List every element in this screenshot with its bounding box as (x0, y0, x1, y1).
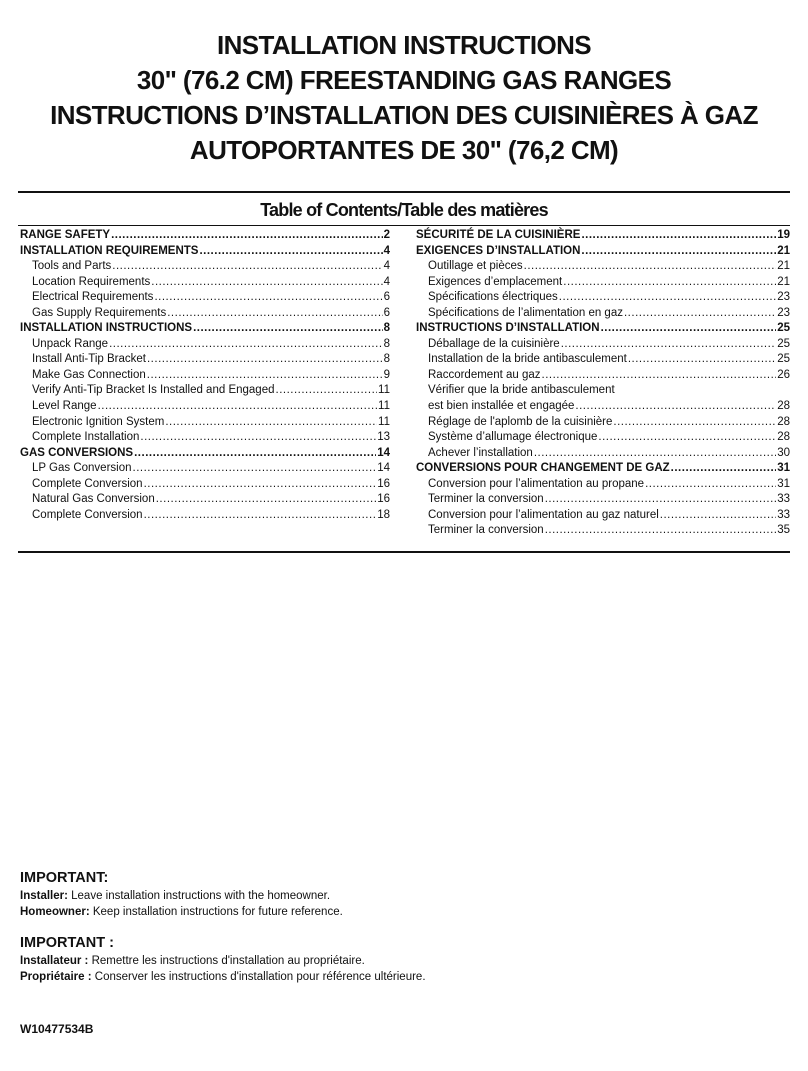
toc-entry-page: 14 (377, 446, 390, 459)
toc-dot-leader (645, 477, 776, 493)
homeowner-note-en (20, 904, 343, 920)
toc-entry-label: Verify Anti-Tip Bracket Is Installed and Engaged (32, 384, 275, 397)
toc-entry (20, 461, 390, 477)
toc-dot-leader (140, 430, 376, 446)
toc-entry (416, 368, 790, 384)
toc-entry-page: 11 (378, 415, 390, 428)
toc-entry-page: 25 (777, 337, 790, 350)
toc-entry-page: 8 (383, 353, 390, 366)
toc-dot-leader (111, 228, 383, 244)
toc-entry-page: 11 (378, 384, 390, 397)
toc-dot-leader (112, 259, 382, 275)
toc-entry-label: Gas Supply Requirements (32, 306, 167, 319)
toc-dot-leader (581, 228, 776, 244)
installer-label-fr: Installateur : (20, 955, 89, 967)
toc-entry (416, 321, 790, 337)
toc-dot-leader (563, 275, 776, 291)
toc-entry-label: Système d’allumage électronique (428, 431, 598, 444)
toc-dot-leader (134, 446, 376, 462)
toc-dot-leader (133, 461, 377, 477)
toc-dot-leader (542, 368, 777, 384)
toc-entry-page: 8 (383, 322, 390, 335)
toc-dot-leader (545, 492, 777, 508)
toc-dot-leader (598, 430, 776, 446)
toc-dot-leader (144, 477, 377, 493)
toc-dot-leader (154, 290, 382, 306)
toc-dot-leader (165, 415, 377, 431)
title-line-4: AUTOPORTANTES DE 30" (76,2 CM) (189, 135, 619, 165)
toc-dot-leader (628, 352, 776, 368)
toc-entry (416, 446, 790, 462)
toc-heading: Table of Contents/Table des matières (260, 200, 548, 220)
toc-entry-label: Complete Installation (32, 431, 140, 444)
toc-entry-label: CONVERSIONS POUR CHANGEMENT DE GAZ (416, 462, 670, 475)
toc-entry (20, 228, 390, 244)
toc-dot-leader (98, 399, 377, 415)
toc-entry-label: Level Range (32, 400, 97, 413)
toc-bottom-rule (18, 551, 790, 553)
toc-entry-page: 18 (377, 508, 390, 521)
toc-entry-label: Conversion pour l’alimentation au gaz naturel (428, 508, 659, 521)
toc-entry (20, 508, 390, 524)
toc-dot-leader (167, 306, 382, 322)
toc-entry-page: 4 (383, 260, 390, 273)
toc-entry (416, 477, 790, 493)
toc-dot-leader (534, 446, 776, 462)
toc-entry-page: 8 (383, 337, 390, 350)
toc-entry (416, 337, 790, 353)
toc-entry (20, 446, 390, 462)
toc-dot-leader (601, 321, 777, 337)
toc-dot-leader (559, 290, 776, 306)
toc-entry (20, 275, 390, 291)
toc-entry-label: LP Gas Conversion (32, 462, 132, 475)
toc-dot-leader (624, 306, 776, 322)
installer-text-en: Leave installation instructions with the homeowner. (67, 890, 331, 902)
toc-entry-label: Spécifications de l’alimentation en gaz (428, 306, 623, 319)
toc-entry-label: SÉCURITÉ DE LA CUISINIÈRE (416, 229, 581, 241)
toc-entry (416, 306, 790, 322)
toc-entry-label: Terminer la conversion (428, 493, 544, 506)
toc-entry-page: 9 (383, 368, 390, 381)
toc-entry-label: Conversion pour l’alimentation au propane (428, 477, 645, 490)
toc-entry (20, 306, 390, 322)
toc-entry-page: 35 (777, 524, 790, 537)
toc-dot-leader (193, 321, 383, 337)
toc-entry-label: Natural Gas Conversion (32, 493, 155, 506)
toc-entry (416, 399, 790, 415)
toc-dot-leader (545, 523, 777, 539)
toc-dot-leader (147, 368, 383, 384)
toc-entry (416, 275, 790, 291)
toc-entry-label: Unpack Range (32, 337, 109, 350)
toc-entry (20, 321, 390, 337)
toc-entry-page: 16 (377, 493, 390, 506)
toc-entry-label: Complete Conversion (32, 477, 143, 490)
installer-note-fr (20, 953, 426, 969)
homeowner-label-fr: Propriétaire : (20, 971, 92, 983)
toc-entry (20, 290, 390, 306)
toc-entry-page: 4 (383, 275, 390, 288)
toc-entry (20, 259, 390, 275)
installer-text-fr: Remettre les instructions d'installation au propriétaire. (88, 955, 365, 967)
toc-entry-label: Vérifier que la bride antibasculement (428, 384, 615, 397)
part-number: W10477534B (20, 1022, 94, 1036)
toc-entry-page: 23 (777, 291, 790, 304)
toc-entry-page: 13 (377, 431, 390, 444)
toc-entry-page: 25 (777, 353, 790, 366)
toc-left-column (20, 228, 390, 523)
toc-entry-label: Complete Conversion (32, 508, 143, 521)
toc-entry (416, 383, 790, 399)
toc-entry-page: 21 (777, 244, 790, 257)
document-title (0, 28, 808, 168)
important-french (20, 933, 426, 985)
toc-entry (416, 430, 790, 446)
toc-entry-label: Tools and Parts (32, 260, 112, 273)
toc-entry-page: 30 (777, 446, 790, 459)
toc-entry-page: 4 (383, 244, 390, 257)
toc-entry-label: Terminer la conversion (428, 524, 544, 537)
toc-entry-label: Electronic Ignition System (32, 415, 165, 428)
installer-note-en (20, 888, 343, 904)
toc-entry-label: Raccordement au gaz (428, 368, 541, 381)
toc-entry-page: 23 (777, 306, 790, 319)
toc-dot-leader (575, 399, 776, 415)
toc-entry-page: 26 (777, 368, 790, 381)
toc-entry-page: 6 (383, 306, 390, 319)
toc-entry-label: EXIGENCES D’INSTALLATION (416, 244, 581, 257)
toc-entry-label: est bien installée et engagée (428, 400, 575, 413)
toc-dot-leader (524, 259, 777, 275)
toc-entry (416, 415, 790, 431)
toc-dot-leader (613, 415, 776, 431)
toc-entry-label: Achever l’installation (428, 446, 533, 459)
toc-entry (416, 244, 790, 260)
toc-entry (20, 383, 390, 399)
toc-entry-page: 14 (377, 462, 390, 475)
installer-label-en: Installer: (20, 890, 68, 902)
toc-dot-leader (581, 244, 776, 260)
toc-entry-page: 6 (383, 291, 390, 304)
homeowner-text-fr: Conserver les instructions d'installation pour référence ultérieure. (91, 971, 426, 983)
top-rule (18, 191, 790, 193)
toc-dot-leader (199, 244, 382, 260)
toc-entry-label: Make Gas Connection (32, 368, 146, 381)
toc-entry (416, 508, 790, 524)
toc-entry-label: RANGE SAFETY (20, 229, 111, 241)
toc-entry (20, 430, 390, 446)
toc-entry-page: 19 (777, 229, 790, 241)
toc-entry (416, 228, 790, 244)
toc-entry-page: 21 (777, 260, 790, 273)
toc-entry (20, 492, 390, 508)
toc-entry-label: Location Requirements (32, 275, 151, 288)
toc-entry (416, 352, 790, 368)
homeowner-text-en: Keep installation instructions for future reference. (89, 906, 343, 918)
toc-entry-page: 16 (377, 477, 390, 490)
toc-entry-page: 2 (383, 229, 390, 241)
title-line-3: INSTRUCTIONS D’INSTALLATION DES CUISINIÈRES À GAZ (50, 100, 758, 130)
toc-entry (20, 477, 390, 493)
toc-entry-page: 11 (378, 400, 390, 413)
toc-entry-label: Electrical Requirements (32, 291, 154, 304)
toc-entry-label: Installation de la bride antibasculement (428, 353, 627, 366)
toc-entry-label: Exigences d’emplacement (428, 275, 563, 288)
toc-entry-page: 25 (777, 322, 790, 335)
toc-entry (416, 290, 790, 306)
toc-dot-leader (109, 337, 383, 353)
important-english (20, 868, 343, 920)
toc-entry-page: 33 (777, 508, 790, 521)
toc-entry (416, 259, 790, 275)
important-heading-en: IMPORTANT: (20, 870, 109, 886)
toc-entry-label: Déballage de la cuisinière (428, 337, 560, 350)
toc-entry-page: 31 (777, 477, 790, 490)
toc-entry (20, 415, 390, 431)
toc-entry-page: 28 (777, 400, 790, 413)
important-heading-fr: IMPORTANT : (20, 935, 114, 951)
title-line-2: 30" (76.2 CM) FREESTANDING GAS RANGES (136, 65, 672, 95)
toc-entry (20, 368, 390, 384)
toc-entry (20, 399, 390, 415)
toc-dot-leader (151, 275, 382, 291)
toc-dot-leader (144, 508, 377, 524)
toc-entry-label: Install Anti-Tip Bracket (32, 353, 146, 366)
toc-right-column (416, 228, 790, 539)
toc-dot-leader (561, 337, 777, 353)
toc-entry (20, 352, 390, 368)
toc-dot-leader (660, 508, 776, 524)
toc-dot-leader (276, 383, 378, 399)
toc-entry (416, 523, 790, 539)
toc-entry (416, 461, 790, 477)
toc-dot-leader (156, 492, 376, 508)
toc-entry-page: 28 (777, 415, 790, 428)
toc-entry-page: 31 (777, 462, 790, 475)
homeowner-note-fr (20, 969, 426, 985)
toc-entry-label: Réglage de l'aplomb de la cuisinière (428, 415, 613, 428)
toc-top-rule (18, 225, 790, 226)
homeowner-label-en: Homeowner: (20, 906, 90, 918)
toc-dot-leader (147, 352, 383, 368)
toc-entry (416, 492, 790, 508)
toc-entry-label: Spécifications électriques (428, 291, 558, 304)
toc-entry-label: INSTALLATION REQUIREMENTS (20, 244, 199, 257)
title-line-1: INSTALLATION INSTRUCTIONS (216, 30, 591, 60)
toc-entry (20, 337, 390, 353)
toc-entry-page: 33 (777, 493, 790, 506)
toc-entry (20, 244, 390, 260)
toc-entry-label: Outillage et pièces (428, 260, 523, 273)
toc-entry-label: GAS CONVERSIONS (20, 446, 134, 459)
toc-entry-label: INSTALLATION INSTRUCTIONS (20, 322, 193, 335)
toc-entry-page: 28 (777, 431, 790, 444)
toc-entry-page: 21 (777, 275, 790, 288)
toc-entry-label: INSTRUCTIONS D’INSTALLATION (416, 322, 600, 335)
toc-dot-leader (671, 461, 777, 477)
